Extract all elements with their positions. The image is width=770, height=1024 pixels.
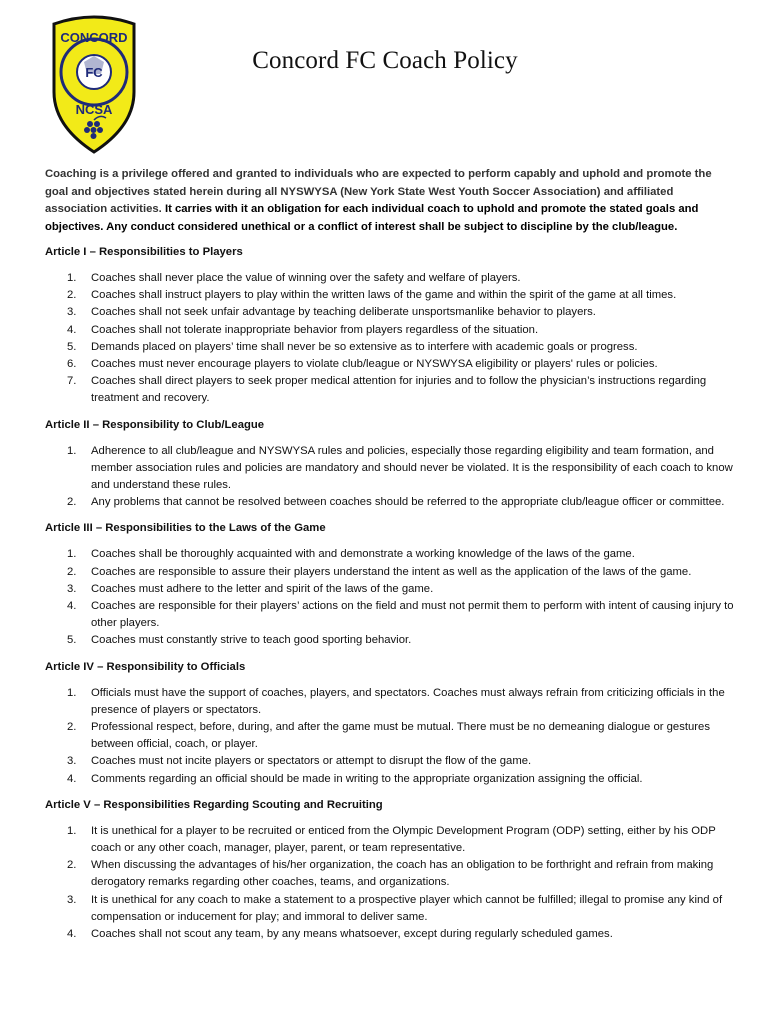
intro-obligation-text: It carries with it an obligation for each individual coach to uphold and promote the stated goals and objectives. Any conduct considered unethical or a conflict of interest shall be subject to discipline by the club/league.: [45, 203, 699, 233]
list-item-number: 1.: [67, 548, 77, 561]
list-item-number: 1.: [67, 272, 77, 284]
list-item-number: 1.: [67, 824, 77, 837]
list-item-text: Coaches shall not scout any team, by any means whatsoever, except during regularly scheduled games.: [91, 928, 613, 941]
intro-text: Coaching is a privilege offered and granted to individuals who are expected to perform capably and uphold and promote the goal and objectives stated herein during all NYSWYSA (New York State West Youth Soccer Association) and affiliated association activities.: [45, 168, 712, 215]
article-list: [45, 823, 735, 943]
list-item-number: 2.: [67, 565, 77, 578]
list-item: [45, 926, 735, 943]
article-heading: Article V – Responsibilities Regarding Scouting and Recruiting: [45, 798, 383, 811]
list-item: [45, 857, 735, 891]
articles-section: [45, 244, 735, 952]
list-item-number: 4.: [67, 323, 77, 336]
list-item-text: Any problems that cannot be resolved between coaches should be referred to the appropriate club/league officer or committee.: [91, 496, 725, 509]
list-item: [45, 823, 735, 857]
article-list: [45, 443, 735, 512]
list-item: [45, 546, 735, 563]
list-item: [45, 373, 735, 407]
list-item-text: It is unethical for any coach to make a statement to a prospective player which cannot be fulfilled; illegal to promise any kind of compensation or inducement for play; and immoral to deliver same.: [91, 893, 723, 923]
list-item-number: 1.: [67, 686, 77, 699]
list-item: [45, 322, 735, 339]
list-item-number: 3.: [67, 306, 77, 319]
logo-center-text: FC: [85, 65, 103, 80]
list-item-number: 3.: [67, 893, 77, 906]
list-item: [45, 443, 735, 495]
list-item: [45, 598, 735, 632]
list-item-text: It is unethical for a player to be recruited or enticed from the Olympic Development Program (ODP) setting, either by his ODP coach or any other coach, manager, player, parent, or team representative.: [91, 824, 716, 855]
list-item-text: Coaches must constantly strive to teach good sporting behavior.: [91, 634, 412, 647]
list-item: [45, 771, 735, 788]
list-item-number: 2.: [67, 496, 77, 509]
list-item-text: Coaches shall instruct players to play within the written laws of the game and within the spirit of the game at all times.: [91, 289, 677, 302]
intro-paragraph: [45, 166, 735, 236]
list-item-text: Coaches shall never place the value of winning over the safety and welfare of players.: [91, 272, 521, 284]
list-item: [45, 356, 735, 373]
list-item-number: 4.: [67, 600, 77, 613]
list-item-text: Coaches shall direct players to seek proper medical attention for injuries and to follow the physician’s instructions regarding treatment and recovery.: [91, 375, 707, 405]
list-item-number: 4.: [67, 772, 77, 785]
list-item-number: 1.: [67, 444, 77, 457]
list-item: [45, 287, 735, 304]
list-item: [45, 632, 735, 649]
article-list: [45, 270, 735, 408]
list-item-text: Coaches are responsible to assure their players understand the intent as well as the application of the laws of the game.: [91, 565, 692, 578]
list-item: [45, 339, 735, 356]
article-heading: Article IV – Responsibility to Officials: [45, 660, 246, 673]
list-item: [45, 753, 735, 770]
list-item-text: Coaches are responsible for their players’ actions on the field and must not permit them to perform with intent of causing injury to other players.: [91, 600, 734, 630]
list-item-text: Adherence to all club/league and NYSWYSA rules and policies, especially those regarding eligibility and team formation, and member association rules and policies are mandatory and should never be violated. It is the responsibility of each coach to know and understand these rules.: [91, 444, 733, 492]
list-item-text: Coaches shall not tolerate inappropriate behavior from players regardless of the situation.: [91, 323, 539, 336]
list-item-text: Coaches must not incite players or spectators or attempt to disrupt the flow of the game.: [91, 755, 532, 768]
list-item-text: Officials must have the support of coaches, players, and spectators. Coaches must always refrain from criticizing officials in the presence of players or spectators.: [91, 686, 725, 716]
list-item-text: Coaches must adhere to the letter and spirit of the laws of the game.: [91, 582, 434, 595]
list-item: [45, 494, 735, 511]
list-item-number: 2.: [67, 859, 77, 872]
list-item: [45, 685, 735, 719]
logo-bottom-text: NCSA: [75, 102, 113, 117]
article-heading: Article I – Responsibilities to Players: [45, 246, 243, 258]
list-item: [45, 564, 735, 581]
list-item-number: 3.: [67, 755, 77, 768]
list-item: [45, 581, 735, 598]
list-item-text: Coaches shall be thoroughly acquainted with and demonstrate a working knowledge of the laws of the game.: [91, 548, 635, 561]
list-item-number: 2.: [67, 721, 77, 734]
list-item-text: Professional respect, before, during, and after the game must be mutual. There must be no demeaning dialogue or gestures between official, coach, or player.: [91, 721, 710, 751]
list-item-text: When discussing the advantages of his/her organization, the coach has an obligation to be forthright and refrain from making derogatory remarks regarding other coaches, teams, and organizations.: [91, 859, 714, 889]
list-item-number: 6.: [67, 358, 77, 371]
list-item: [45, 270, 735, 287]
list-item-number: 3.: [67, 582, 77, 595]
list-item-number: 4.: [67, 928, 77, 941]
article-list: [45, 546, 735, 649]
list-item: [45, 892, 735, 926]
article-list: [45, 685, 735, 788]
article-heading: Article II – Responsibility to Club/League: [45, 418, 265, 431]
list-item-text: Comments regarding an official should be made in writing to the appropriate organization assigning the official.: [91, 772, 643, 785]
list-item-text: Coaches must never encourage players to violate club/league or NYSWYSA eligibility or players' rules or policies.: [91, 358, 658, 371]
logo-top-text: CONCORD: [60, 30, 128, 45]
list-item: [45, 719, 735, 753]
list-item-text: Demands placed on players’ time shall never be so extensive as to interfere with academic goals or progress.: [91, 340, 638, 353]
list-item-number: 7.: [67, 375, 77, 388]
list-item-number: 5.: [67, 634, 77, 647]
list-item-text: Coaches shall not seek unfair advantage by teaching deliberate unsportsmanlike behavior to players.: [91, 306, 596, 319]
list-item-number: 5.: [67, 340, 77, 353]
list-item: [45, 304, 735, 321]
page-title: Concord FC Coach Policy: [252, 47, 518, 74]
article-heading: Article III – Responsibilities to the Laws of the Game: [45, 522, 326, 535]
concord-fc-logo: [48, 14, 140, 154]
list-item-number: 2.: [67, 289, 77, 302]
